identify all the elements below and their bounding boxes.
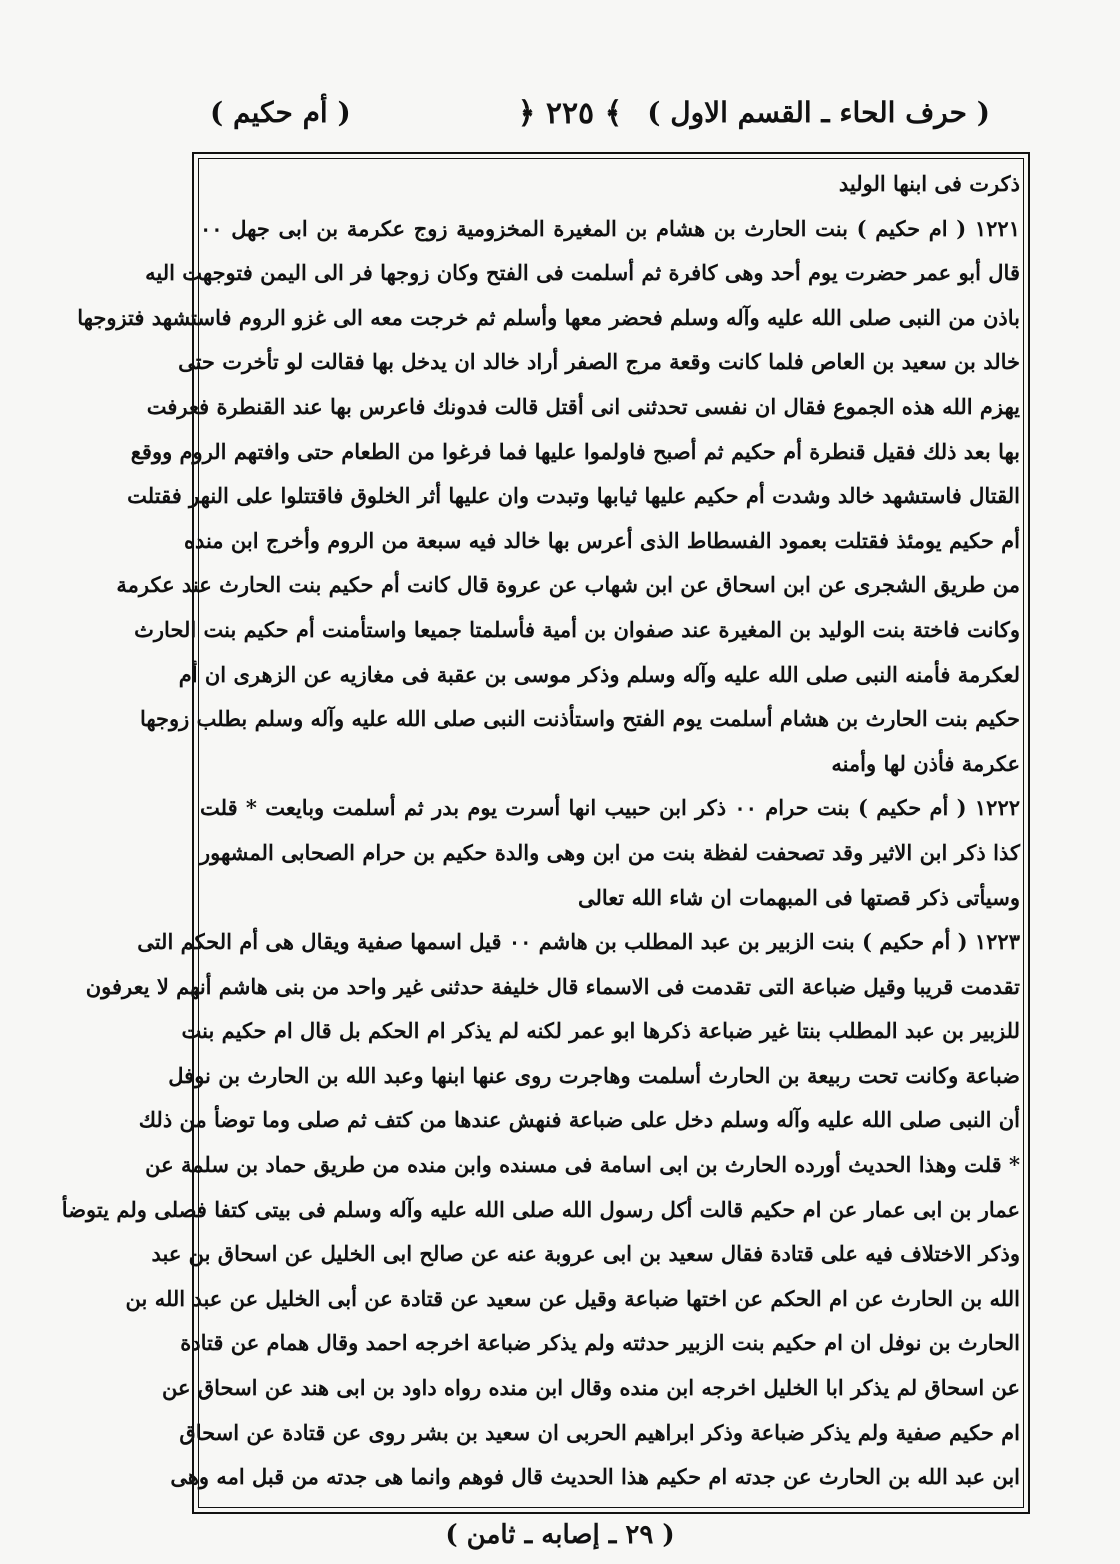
text-line: خالد بن سعيد بن العاص فلما كانت وقعة مرج الصفر أراد خالد ان يدخل بها فقالت لو تأخرت حتى	[178, 349, 1020, 375]
text-line: عمار بن ابى عمار عن ام حكيم قالت أكل رسول الله صلى الله عليه وآله وسلم فى بيتى كتفا فصلى ولم يتوضأ	[61, 1196, 1020, 1222]
text-line: لعكرمة فأمنه النبى صلى الله عليه وآله وسلم وذكر موسى بن عقبة فى مغازيه عن الزهرى ان أم	[178, 661, 1020, 687]
text-line: ١٢٢٣ ( أم حكيم ) بنت الزبير بن عبد المطلب بن هاشم ٠٠ قيل اسمها صفية ويقال هى أم الحكم التى	[137, 929, 1020, 955]
text-line: وسيأتى ذكر قصتها فى المبهمات ان شاء الله تعالى	[578, 884, 1020, 910]
signature-mark: ( ٢٩ ـ إصابه ـ ثامن )	[445, 1520, 675, 1550]
text-line: الحارث بن نوفل ان ام حكيم بنت الزبير حدثته ولم يذكر ضباعة اخرجه احمد وقال همام عن قتادة	[180, 1330, 1020, 1356]
text-line: القتال فاستشهد خالد وشدت أم حكيم عليها ثيابها وتبدت وان عليها أثر الخلوق فاقتتلوا على النهر فقتلت	[127, 483, 1020, 509]
text-line: ذكرت فى ابنها الوليد	[838, 171, 1020, 196]
text-line: * قلت وهذا الحديث أورده الحارث بن ابى اسامة فى مسنده وابن منده من طريق حماد بن سلمة عن	[145, 1152, 1020, 1178]
text-line: بها بعد ذلك فقيل قنطرة أم حكيم ثم أصبح فاولموا عليها فما فرغوا من الطعام حتى وافتهم الروم ووقع	[130, 438, 1020, 464]
page-header	[150, 96, 990, 148]
text-line: ١٢٢٢ ( أم حكيم ) بنت حرام ٠٠ ذكر ابن حبيب انها أسرت يوم بدر ثم أسلمت وبايعت * قلت	[200, 795, 1021, 821]
text-line: قال أبو عمر حضرت يوم أحد وهى كافرة ثم أسلمت فى الفتح وكان زوجها فر الى اليمن فتوجهت اليه	[145, 260, 1020, 286]
text-line: عن اسحاق لم يذكر ابا الخليل اخرجه ابن منده وقال ابن منده رواه داود بن ابى هند عن اسحاق عن	[162, 1375, 1020, 1401]
running-entry-title: ( أم حكيم )	[210, 96, 351, 129]
text-line: ابن عبد الله بن الحارث عن جدته ام حكيم هذا الحديث قال فوهم وانما هى جدته من قبل امه وهى	[170, 1464, 1020, 1490]
page-number: ﴾ ٢٢٥ ﴿	[517, 96, 623, 131]
text-line: ١٢٢١ ( ام حكيم ) بنت الحارث بن هشام بن المغيرة المخزومية زوج عكرمة بن ابى جهل ٠٠	[200, 215, 1020, 241]
text-line: تقدمت قريبا وقيل ضباعة التى تقدمت فى الاسماء قال خليفة حدثنى غير واحد من بنى هاشم أنهم لا يعرفون	[85, 973, 1020, 999]
text-line: ضباعة وكانت تحت ربيعة بن الحارث أسلمت وهاجرت روى عنها ابنها وعبد الله بن الحارث بن نوفل	[168, 1062, 1020, 1088]
text-line: من طريق الشجرى عن ابن اسحاق عن ابن شهاب عن عروة قال كانت أم حكيم بنت الحارث عند عكرمة	[116, 572, 1020, 598]
text-line: أم حكيم يومئذ فقتلت بعمود الفسطاط الذى أعرس بها خالد فيه سبعة من الروم وأخرج ابن منده	[183, 527, 1020, 553]
text-line: أن النبى صلى الله عليه وآله وسلم دخل على ضباعة فنهش عندها من كتف ثم صلى وما توضأ من ذلك	[138, 1107, 1020, 1133]
text-line: وذكر الاختلاف فيه على قتادة فقال سعيد بن ابى عروبة عنه عن صالح ابى الخليل عن اسحاق بن عبد	[151, 1241, 1020, 1267]
section-title: ( حرف الحاء ـ القسم الاول )	[647, 96, 990, 129]
text-line: يهزم الله هذه الجموع فقال ان نفسى تحدثنى انى أقتل قالت فدونك فاعرس بها عند القنطرة فعرفت	[146, 393, 1020, 419]
text-line: عكرمة فأذن لها وأمنه	[831, 750, 1020, 776]
text-line: للزبير بن عبد المطلب بنتا غير ضباعة ذكرها ابو عمر لكنه لم يذكر ام الحكم بل قال ام حكيم بنت	[181, 1018, 1020, 1044]
text-line: كذا ذكر ابن الاثير وقد تصحفت لفظة بنت من ابن وهى والدة حكيم بن حرام الصحابى المشهور	[200, 839, 1020, 865]
text-line: وكانت فاختة بنت الوليد بن المغيرة عند صفوان بن أمية فأسلمتا جميعا واستأمنت أم حكيم بنت الحارث	[134, 616, 1020, 642]
text-line: ام حكيم صفية ولم يذكر ضباعة وذكر ابراهيم الحربى ان سعيد بن بشر روى عن قتادة عن اسحاق	[179, 1419, 1020, 1445]
text-line: حكيم بنت الحارث بن هشام أسلمت يوم الفتح واستأذنت النبى صلى الله عليه وآله وسلم بطلب زوجها	[139, 706, 1020, 732]
body-text	[61, 162, 1021, 1500]
text-line: باذن من النبى صلى الله عليه وآله وسلم فحضر معها وأسلم ثم خرجت معه الى غزو الروم فاستشهد فتزوجها	[77, 304, 1020, 330]
text-line: الله بن الحارث عن ام الحكم عن اختها ضباعة وقيل عن سعيد عن قتادة عن أبى الخليل عن عبد الله بن	[125, 1285, 1020, 1311]
